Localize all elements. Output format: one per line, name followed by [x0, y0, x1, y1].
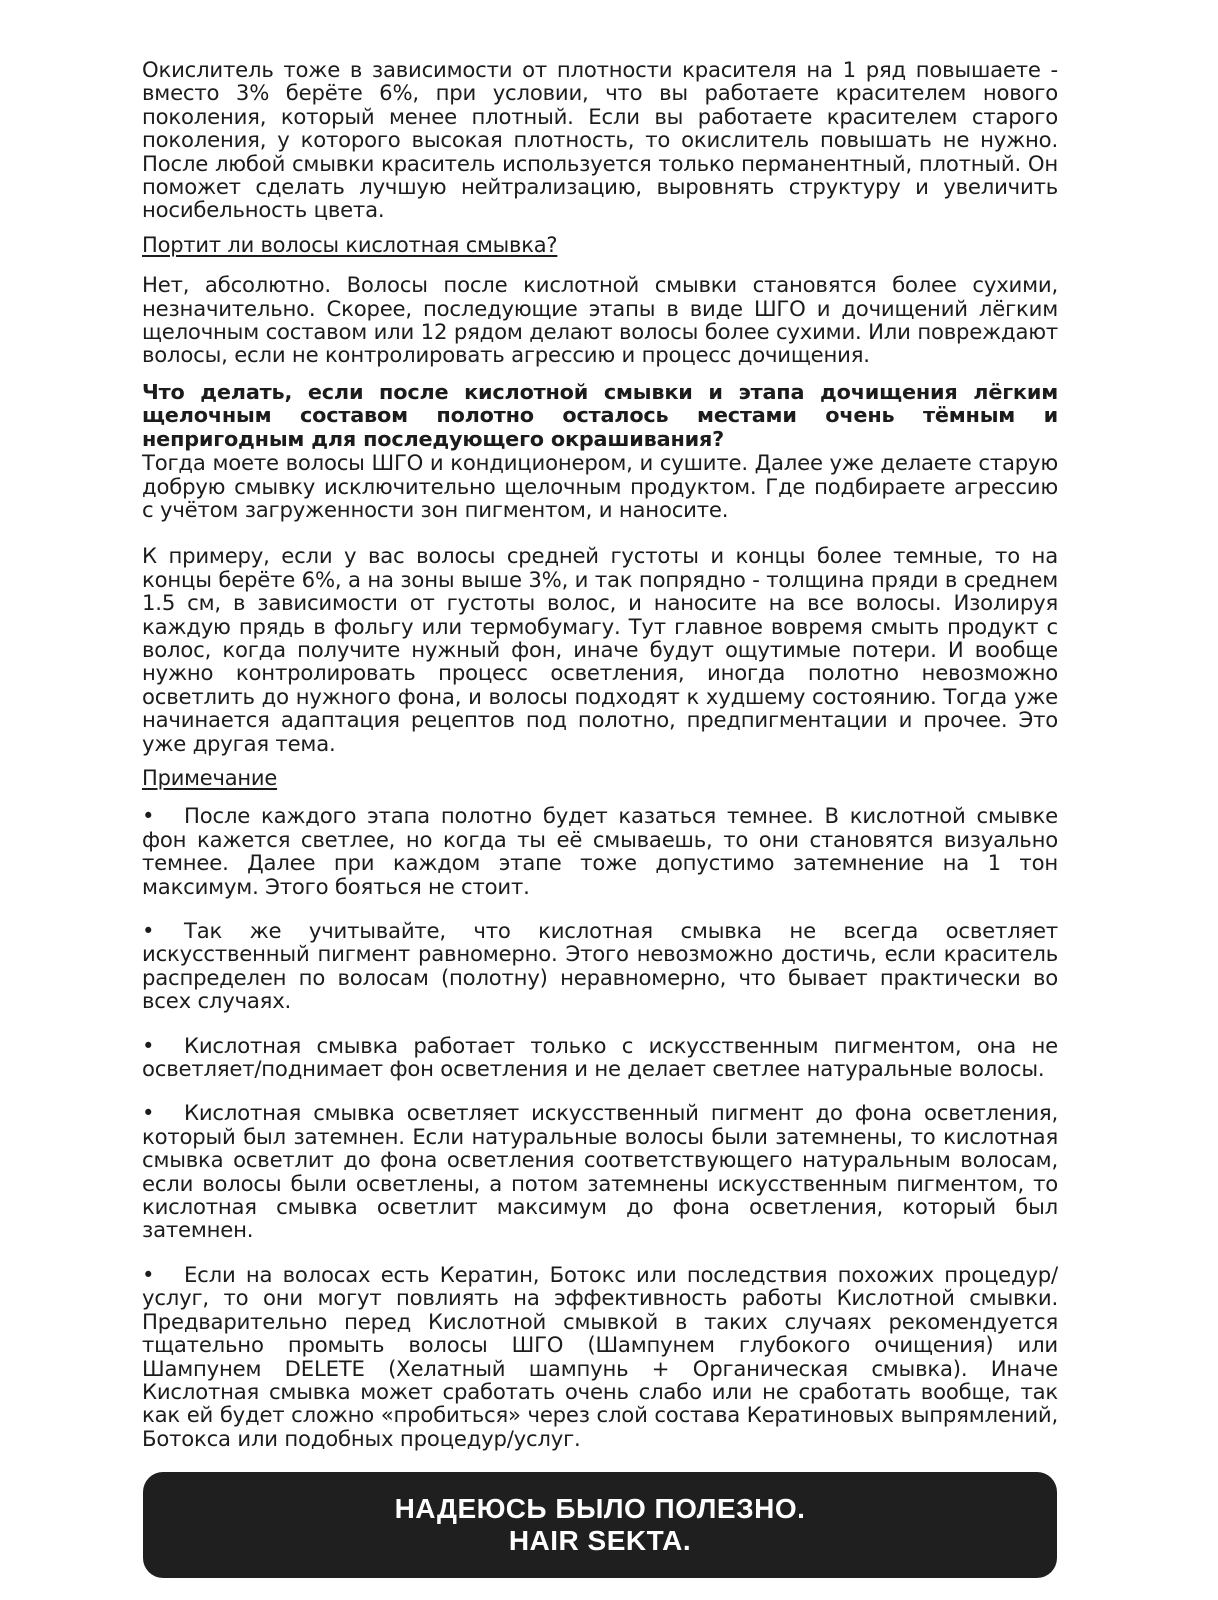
- section-example-paragraph: К примеру, если у вас волосы средней густоты и концы более темные, то на концы берёте 6%, а на зоны выше 3%, и так попрядно - толщина пряди в среднем 1.5 см, в зависимости от густоты волос, и наносите на все волосы. Изолируя каждую прядь в фольгу или термобумагу. Тут главное вовремя смыть продукт с волос, когда получите нужный фон, иначе будут ощутимые потери. И вообще нужно контролировать процесс осветления, иногда полотно невозможно осветлить до нужного фона, и волосы подходят к худшему состоянию. Тогда уже начинается адаптация рецептов под полотно, предпигментации и прочее. Это уже другая тема.: [142, 543, 1058, 756]
- closing-banner: [143, 1472, 1057, 1578]
- note-item: [142, 919, 1058, 1013]
- banner-line-2: HAIR SEKTA.: [508, 1525, 692, 1556]
- banner-line-1: НАДЕЮСЬ БЫЛО ПОЛЕЗНО.: [394, 1493, 806, 1524]
- bullet-icon: •: [142, 1261, 155, 1287]
- note-text: Так же учитывайте, что кислотная смывка не всегда осветляет искусственный пигмент равномерно. Этого невозможно достичь, если краситель распределен по волосам (полотну) неравномерно, что бывает практически во всех случаях.: [142, 918, 1058, 1014]
- note-item: [142, 804, 1058, 898]
- section-question-dark-areas: Что делать, если после кислотной смывки и этапа дочищения лёгким щелочным составом полотно осталось местами очень тёмным и непригодным для последующего окрашивания?: [142, 379, 1058, 451]
- note-text: Если на волосах есть Кератин, Ботокс или последствия похожих процедур/услуг, то они могут повлиять на эффективность работы Кислотной смывки. Предварительно перед Кислотной смывкой в таких случаях рекомендуется тщательно промыть волосы ШГО (Шампунем глубокого очищения) или Шампунем DELETE (Хелатный шампунь + Органическая смывка). Иначе Кислотная смывка может сработать очень слабо или не сработать вообще, так как ей будет сложно «пробиться» через слой состава Кератиновых выпрямлений, Ботокса или подобных процедур/услуг.: [142, 1261, 1058, 1451]
- note-item: [142, 1263, 1058, 1450]
- section-paragraph-acid-wash-damage: Нет, абсолютно. Волосы после кислотной смывки становятся более сухими, незначительно. Скорее, последующие этапы в виде ШГО и дочищений лёгким щелочным составом или 12 рядом делают волосы более сухими. Или повреждают волосы, если не контролировать агрессию и процесс дочищения.: [142, 272, 1058, 368]
- section-answer-dark-areas: Тогда моете волосы ШГО и кондиционером, и сушите. Далее уже делаете старую добрую смывку исключительно щелочным продуктом. Где подбираете агрессию с учётом загруженности зон пигментом, и наносите.: [142, 450, 1058, 522]
- note-item: [142, 1034, 1058, 1081]
- bullet-icon: •: [142, 1100, 155, 1126]
- note-text: Кислотная смывка осветляет искусственный пигмент до фона осветления, который был затемнен. Если натуральные волосы были затемнены, то кислотная смывка осветлит до фона осветления соответствующего натуральным волосам, если волосы были осветлены, а потом затемнены искусственным пигментом, то кислотная смывка осветлит максимум до фона осветления, который был затемнен.: [142, 1100, 1058, 1243]
- bullet-icon: •: [142, 918, 155, 943]
- bullet-icon: •: [142, 803, 155, 829]
- note-item: [142, 1101, 1058, 1241]
- notes-heading: Примечание: [142, 765, 278, 790]
- note-text: Кислотная смывка работает только с искусственным пигментом, она не осветляет/поднимает фон осветления и не делает светлее натуральные волосы.: [142, 1032, 1058, 1082]
- section-heading-acid-wash-damage: Портит ли волосы кислотная смывка?: [142, 232, 558, 257]
- intro-paragraph: Окислитель тоже в зависимости от плотности красителя на 1 ряд повышаете - вместо 3% берёте 6%, при условии, что вы работаете красителем нового поколения, который менее плотный. Если вы работаете красителем старого поколения, у которого высокая плотность, то окислитель повышать не нужно. После любой смывки краситель используется только перманентный, плотный. Он поможет сделать лучшую нейтрализацию, выровнять структуру и увеличить носибельность цвета.: [142, 57, 1058, 223]
- bullet-icon: •: [142, 1032, 155, 1058]
- note-text: После каждого этапа полотно будет казаться темнее. В кислотной смывке фон кажется светлее, но когда ты её смываешь, то они становятся визуально темнее. Далее при каждом этапе тоже допустимо затемнение на 1 тон максимум. Этого бояться не стоит.: [142, 803, 1058, 899]
- article-body: [142, 58, 1058, 1450]
